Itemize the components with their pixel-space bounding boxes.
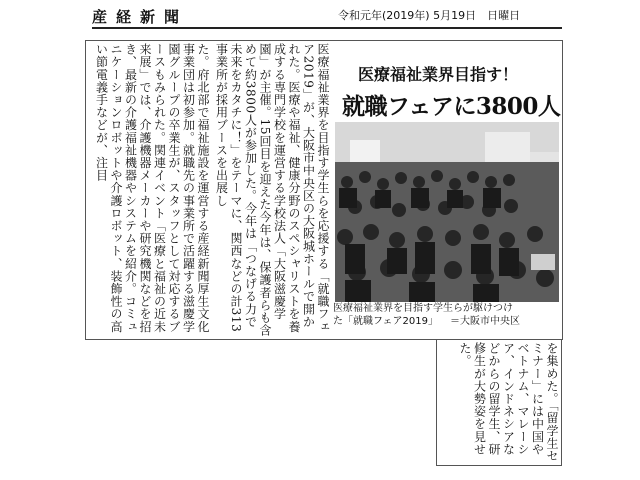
article-body-column-left: た。府北部で福祉施設を運営する産経新聞厚生文化事業団は初参加。就職先の事業所で活躍する滋慶学園グループの卒業生が、スタッフとして対応するブースもみられた。関連イベント「医療と福祉の近未来展」では、介護機器メーカーや研究機関などを招き、最新の介護福祉機器やシステムを紹介。コミュニケーションロボットや介護ロボット、装飾性の高い節電義手などが、注目 (94, 43, 210, 333)
article-subheadline: 医療福祉業界目指す！ (358, 65, 519, 84)
job-fair-photo (335, 122, 559, 302)
photo-caption-line2: た「就職フェア2019」 (333, 315, 438, 327)
article-body-continued: を集めた。「留学生セミナー」には中国やベトナム、マレーシア、インドネシアなどからの留学生、研修生が大勢姿を見せた。 (458, 342, 559, 462)
photo-caption (333, 303, 565, 328)
photo-caption-line1: 医療福祉業界を目指す学生らが駆けつけ (333, 303, 513, 314)
publication-date: 令和元年(2019年) 5月19日 日曜日 (338, 9, 521, 22)
newspaper-masthead: 産経新聞 (92, 8, 189, 26)
photo-location: ＝大阪市中央区 (449, 315, 520, 327)
article-headline: 就職フェアに3800人 (342, 93, 561, 120)
masthead-rule (92, 27, 562, 29)
article-body-column-right: 医療福祉業界を目指す学生らを応援する「就職フェア2019」が、大阪市中央区の大阪城ホールで開かれた。医療や福祉、健康分野のスペシャリストを養成する専門学校を運営する学校法人「大阪滋慶学園」が主催。15回目を迎えた今年は、保護者らも含めて約3800人が参加した。今年は「つなげる力で未来をカタチに！」をテーマに、関西などの計313事業所が採用ブースを出展し (214, 43, 330, 337)
article-continuation-box (436, 340, 562, 466)
